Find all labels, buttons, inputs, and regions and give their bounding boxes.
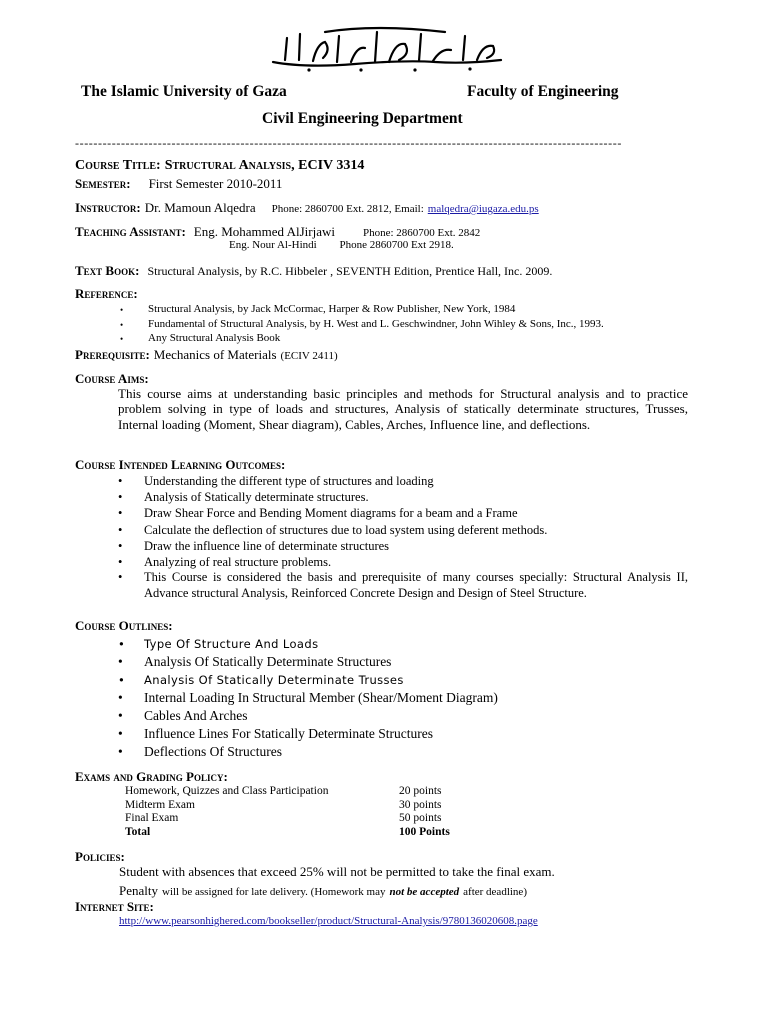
outline-item: • Analysis Of Statically Determinate Structures (118, 653, 498, 671)
course-aims-label: Course Aims: (75, 371, 149, 386)
policy-absence: Student with absences that exceed 25% will not be permitted to take the final exam. (119, 864, 555, 879)
outline-item: • Influence Lines For Statically Determinate Structures (118, 725, 498, 743)
prerequisite-row (75, 346, 338, 364)
text-book-value: Structural Analysis, by R.C. Hibbeler , SEVENTH Edition, Prentice Hall, Inc. 2009. (147, 264, 553, 278)
outline-item: • Analysis Of Statically Determinate Trusses (118, 671, 498, 689)
outcome-item: • This Course is considered the basis and prerequisite of many courses specially: Structural Analysis II, Advance structural Analysis, Reinforced Concrete Design and Design of Steel Structure. (118, 570, 688, 601)
ta-row-2 (229, 239, 454, 251)
faculty-name: Faculty of Engineering (467, 83, 619, 100)
text-book-row (75, 262, 552, 280)
prerequisite-code: (ECIV 2411) (280, 350, 338, 362)
basmala-calligraphy (265, 24, 510, 74)
outcome-item: • Analysis of Statically determinate structures. (118, 489, 688, 505)
text-book-label: Text Book: (75, 263, 140, 278)
semester-label: Semester: (75, 176, 131, 191)
course-aims-text: This course aims at understanding basic principles and methods for Structural analysis and to practice problem solving in type of loads and structures, Analysis of statically determinate structures, Trusses, Internal loading (Moment, Shear diagram), Cables, Arches, Influence line, and deflections. (118, 386, 688, 432)
reference-item: • Any Structural Analysis Book (120, 331, 604, 346)
instructor-label: Instructor: (75, 200, 141, 215)
outlines-list (118, 635, 498, 761)
reference-item: • Fundamental of Structural Analysis, by H. West and L. Geschwindner, John Wihley & Sons, Inc., 1993. (120, 317, 604, 332)
reference-list (120, 302, 604, 346)
reference-item: • Structural Analysis, by Jack McCormac, Harper & Row Publisher, New York, 1984 (120, 302, 604, 317)
instructor-email-link[interactable]: malqedra@iugaza.edu.ps (427, 203, 539, 215)
outcomes-list (118, 473, 688, 601)
ta-label: Teaching Assistant: (75, 224, 186, 239)
outcome-item: • Calculate the deflection of structures due to load system using deferent methods. (118, 522, 688, 538)
header-divider: ----------------------------------------------------------------------------------------------------------------------- (75, 138, 622, 148)
policy-penalty-tail: after deadline) (463, 886, 527, 898)
internet-site-link[interactable]: http://www.pearsonhighered.com/bookseller/product/Structural-Analysis/9780136020608.page (119, 915, 538, 927)
grading-points: 30 points (399, 798, 442, 811)
outlines-label: Course Outlines: (75, 618, 173, 633)
grading-label: Exams and Grading Policy: (75, 769, 228, 784)
table-row (125, 799, 450, 813)
grading-item: Midterm Exam (125, 798, 195, 811)
outline-item: • Cables And Arches (118, 707, 498, 725)
outcome-item: • Draw the influence line of determinate structures (118, 538, 688, 554)
grading-points: 50 points (399, 812, 442, 824)
ta-name-1: Eng. Mohammed AlJirjawi (193, 224, 335, 239)
course-title-value: Structural Analysis, ECIV 3314 (164, 158, 365, 173)
table-row (125, 785, 450, 799)
internet-site-label: Internet Site: (75, 899, 154, 914)
policy-penalty-lead: Penalty (119, 883, 158, 898)
outline-item: • Internal Loading In Structural Member (Shear/Moment Diagram) (118, 689, 498, 707)
policy-penalty-rest: will be assigned for late delivery. (Homework may (162, 886, 386, 898)
instructor-name: Dr. Mamoun Alqedra (144, 200, 256, 215)
course-title-row (75, 156, 364, 174)
grading-item: Homework, Quizzes and Class Participation (125, 785, 329, 797)
outcome-item: • Draw Shear Force and Bending Moment diagrams for a beam and a Frame (118, 505, 688, 521)
grading-points: 20 points (399, 785, 442, 797)
policies-label: Policies: (75, 849, 125, 864)
reference-label: Reference: (75, 286, 138, 301)
outcome-item: • Understanding the different type of structures and loading (118, 473, 688, 489)
department-name: Civil Engineering Department (262, 110, 463, 127)
ta-name-2: Eng. Nour Al-Hindi (229, 239, 317, 251)
policy-penalty-emph: not be accepted (389, 886, 460, 898)
grading-table (125, 785, 450, 839)
instructor-contact: Phone: 2860700 Ext. 2812, Email: (271, 203, 424, 215)
instructor-row (75, 199, 539, 217)
grading-total-points: 100 Points (399, 825, 450, 838)
course-title-label: Course Title: (75, 158, 161, 173)
ta-phone-2: Phone 2860700 Ext 2918. (339, 239, 454, 251)
outcome-item: • Analyzing of real structure problems. (118, 554, 688, 570)
semester-value: First Semester 2010-2011 (148, 176, 283, 191)
outline-item: • Deflections Of Structures (118, 743, 498, 761)
ta-phone-1: Phone: 2860700 Ext. 2842 (362, 227, 481, 239)
grading-total-label: Total (125, 825, 151, 838)
prerequisite-label: Prerequisite: (75, 347, 150, 362)
university-name: The Islamic University of Gaza (81, 83, 287, 100)
semester-row (75, 175, 282, 193)
grading-item: Final Exam (125, 812, 179, 824)
policy-penalty (119, 882, 527, 900)
table-row (125, 826, 450, 840)
table-row (125, 812, 450, 826)
outcomes-label: Course Intended Learning Outcomes: (75, 457, 286, 472)
outline-item: • Type Of Structure And Loads (118, 635, 498, 653)
prerequisite-value: Mechanics of Materials (153, 347, 277, 362)
